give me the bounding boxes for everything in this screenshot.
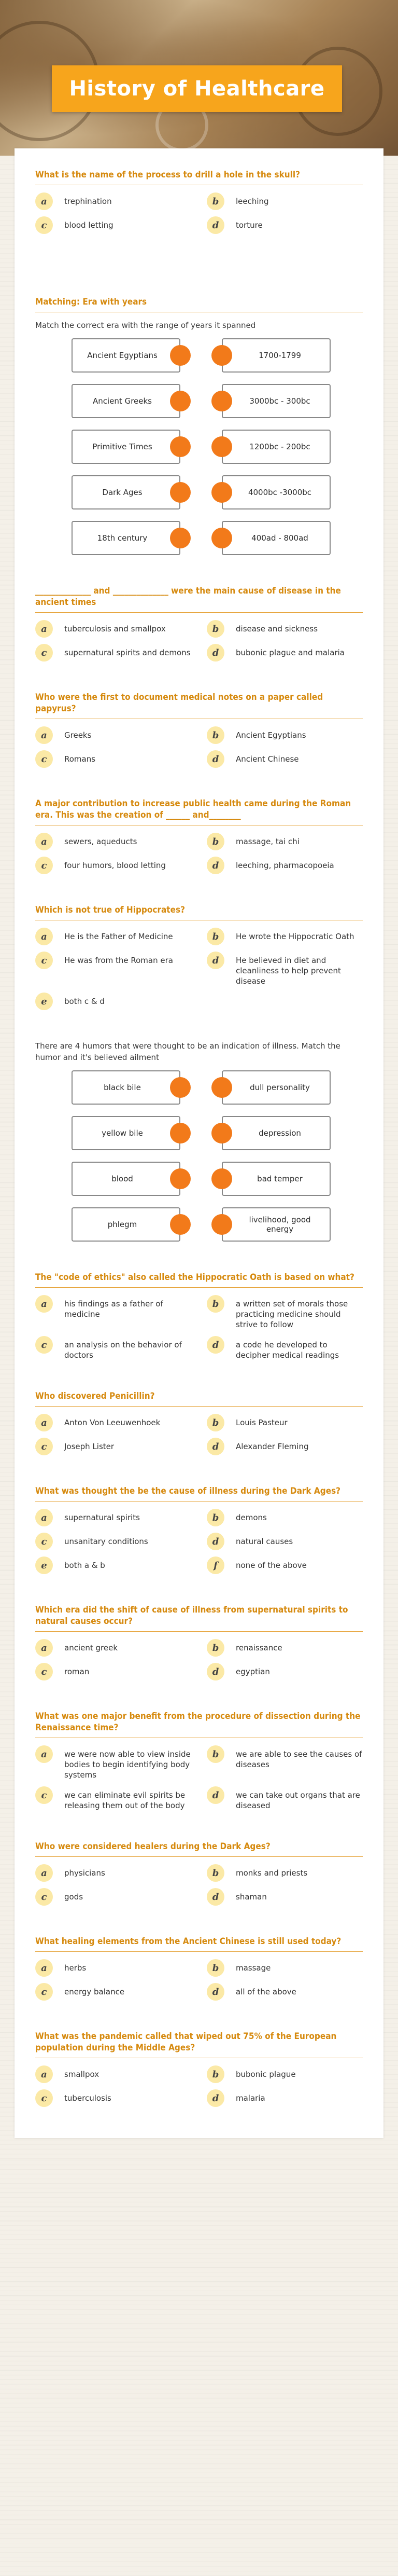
match-row [72, 1207, 363, 1242]
question-text: A major contribution to increase public health came during the Roman era. This was the creation of ______ and________ [35, 798, 363, 825]
option-text: bubonic plague [236, 2070, 296, 2079]
match-left-item[interactable]: blood [72, 1162, 180, 1196]
option-b[interactable] [207, 1414, 363, 1431]
options-grid [35, 192, 363, 234]
match-left-handle[interactable] [170, 345, 191, 366]
options-grid [35, 928, 363, 1010]
match-left-item[interactable]: phlegm [72, 1207, 180, 1242]
option-a[interactable] [35, 1509, 191, 1526]
option-b[interactable] [207, 1509, 363, 1526]
option-d[interactable] [207, 1786, 363, 1811]
page-title: History of Healthcare [69, 77, 325, 101]
option-b[interactable] [207, 928, 363, 945]
option-a[interactable] [35, 1745, 191, 1780]
option-text: Anton Von Leeuwenhoek [64, 1418, 161, 1427]
option-d[interactable] [207, 1983, 363, 2001]
option-text: demons [236, 1513, 267, 1522]
option-letter: c [35, 1983, 53, 2001]
option-text: four humors, blood letting [64, 861, 166, 870]
option-letter: a [35, 1959, 53, 1977]
option-letter: c [35, 1438, 53, 1455]
option-text: monks and priests [236, 1868, 308, 1878]
option-letter: a [35, 192, 53, 210]
question-text: Who were considered healers during the Dark Ages? [35, 1841, 363, 1857]
option-a[interactable] [35, 1864, 191, 1882]
option-letter: e [35, 1556, 53, 1574]
option-c[interactable] [35, 1336, 191, 1360]
option-letter: b [207, 928, 224, 945]
option-text: bubonic plague and malaria [236, 648, 345, 657]
option-text: unsanitary conditions [64, 1537, 148, 1546]
option-text: smallpox [64, 2070, 100, 2079]
option-a[interactable] [35, 833, 191, 850]
match-left-handle[interactable] [170, 482, 191, 503]
option-letter: f [207, 1556, 224, 1574]
options-grid [35, 1959, 363, 2001]
option-text: both a & b [64, 1561, 105, 1570]
option-d[interactable] [207, 2089, 363, 2107]
option-text: a code he developed to decipher medical readings [236, 1340, 339, 1360]
question-8 [15, 1272, 383, 1360]
option-letter: b [207, 2065, 224, 2083]
options-grid [35, 1414, 363, 1455]
option-text: trephination [64, 197, 112, 206]
option-letter: c [35, 2089, 53, 2107]
match-right-item[interactable]: 4000bc -3000bc [222, 475, 331, 509]
option-text: we can eliminate evil spirits be releasing them out of the body [64, 1790, 186, 1810]
option-d[interactable] [207, 1438, 363, 1455]
option-text: Louis Pasteur [236, 1418, 288, 1427]
question-text: Who were the first to document medical notes on a paper called papyrus? [35, 692, 363, 719]
option-letter: a [35, 726, 53, 744]
option-text: none of the above [236, 1561, 307, 1570]
option-text: supernatural spirits and demons [64, 648, 191, 657]
option-b[interactable] [207, 2065, 363, 2083]
option-text: his findings as a father of medicine [64, 1299, 163, 1319]
option-c[interactable] [35, 216, 191, 234]
option-text: Greeks [64, 731, 92, 740]
option-c[interactable] [35, 2089, 191, 2107]
option-d[interactable] [207, 1336, 363, 1360]
option-a[interactable] [35, 1639, 191, 1657]
option-letter: d [207, 1983, 224, 2001]
option-d[interactable] [207, 1663, 363, 1680]
option-letter: d [207, 750, 224, 768]
option-letter: c [35, 750, 53, 768]
hero-banner [0, 0, 398, 156]
match-right-item[interactable]: 3000bc - 300bc [222, 384, 331, 418]
option-text: we are able to see the causes of diseases [236, 1750, 362, 1769]
option-text: Romans [64, 754, 96, 764]
option-letter: e [35, 993, 53, 1010]
question-text: What is the name of the process to drill a hole in the skull? [35, 169, 363, 185]
option-letter: b [207, 1414, 224, 1431]
option-letter: b [207, 1295, 224, 1313]
option-letter: c [35, 1786, 53, 1804]
match-left-handle[interactable] [170, 1214, 191, 1235]
question-1 [15, 169, 383, 234]
option-text: Ancient Egyptians [236, 731, 306, 740]
option-letter: a [35, 1639, 53, 1657]
option-letter: d [207, 952, 224, 969]
option-text: a written set of morals those practicing medicine should strive to follow [236, 1299, 348, 1329]
option-c[interactable] [35, 952, 191, 986]
option-text: herbs [64, 1963, 87, 1973]
option-b[interactable] [207, 1295, 363, 1330]
option-letter: d [207, 644, 224, 662]
option-text: malaria [236, 2093, 265, 2103]
option-letter: c [35, 857, 53, 874]
question-instruction: There are 4 humors that were thought to be an indication of illness. Match the humor and it's believed ailment [35, 1041, 340, 1062]
option-letter: c [35, 644, 53, 662]
match-left-item[interactable]: Dark Ages [72, 475, 180, 509]
option-d[interactable] [207, 1533, 363, 1550]
option-text: massage, tai chi [236, 837, 300, 846]
option-text: shaman [236, 1892, 267, 1902]
option-text: He was from the Roman era [64, 956, 173, 965]
option-letter: b [207, 726, 224, 744]
option-text: He is the Father of Medicine [64, 932, 173, 941]
option-a[interactable] [35, 1414, 191, 1431]
option-letter: b [207, 1639, 224, 1657]
options-grid [35, 620, 363, 662]
option-letter: a [35, 1414, 53, 1431]
match-row [72, 338, 363, 373]
page-bottom-spacer [15, 2123, 383, 2133]
question-11 [15, 1604, 383, 1680]
option-text: both c & d [64, 997, 105, 1006]
match-right-item[interactable]: 1700-1799 [222, 338, 331, 373]
match-row [72, 1116, 363, 1150]
option-letter: a [35, 928, 53, 945]
question-12 [15, 1711, 383, 1811]
option-text: physicians [64, 1868, 105, 1878]
option-c[interactable] [35, 1983, 191, 2001]
question-text: What was the pandemic called that wiped out 75% of the European population during the Middle Ages? [35, 2031, 363, 2058]
option-text: we can take out organs that are diseased [236, 1790, 360, 1810]
question-4 [15, 692, 383, 768]
question-5 [15, 798, 383, 874]
question-text: Which is not true of Hippocrates? [35, 904, 363, 920]
option-letter: d [207, 1786, 224, 1804]
question-text: What healing elements from the Ancient Chinese is still used today? [35, 1936, 363, 1952]
options-grid [35, 1745, 363, 1811]
title-box [52, 65, 342, 112]
question-7 [15, 1040, 383, 1242]
option-text: torture [236, 221, 263, 230]
option-d[interactable] [207, 857, 363, 874]
option-text: an analysis on the behavior of doctors [64, 1340, 182, 1360]
match-left-item[interactable]: 18th century [72, 521, 180, 555]
match-right-item[interactable]: 400ad - 800ad [222, 521, 331, 555]
option-a[interactable] [35, 928, 191, 945]
option-e[interactable] [35, 993, 191, 1010]
options-grid [35, 833, 363, 874]
match-right-handle[interactable] [211, 482, 232, 503]
option-text: massage [236, 1963, 271, 1973]
option-text: roman [64, 1667, 90, 1676]
option-d[interactable] [207, 952, 363, 986]
match-left-handle[interactable] [170, 528, 191, 548]
question-2 [15, 296, 383, 555]
option-e[interactable] [35, 1556, 191, 1574]
option-letter: c [35, 1533, 53, 1550]
option-b[interactable] [207, 833, 363, 850]
match-right-item[interactable]: depression [222, 1116, 331, 1150]
option-a[interactable] [35, 620, 191, 638]
match-left-handle[interactable] [170, 1077, 191, 1098]
option-a[interactable] [35, 192, 191, 210]
matching-area [35, 338, 363, 555]
match-right-handle[interactable] [211, 345, 232, 366]
match-left-item[interactable]: Ancient Greeks [72, 384, 180, 418]
question-text: The "code of ethics" also called the Hippocratic Oath is based on what? [35, 1272, 363, 1288]
option-letter: b [207, 1745, 224, 1763]
option-d[interactable] [207, 644, 363, 662]
option-c[interactable] [35, 1786, 191, 1811]
option-text: natural causes [236, 1537, 293, 1546]
option-text: gods [64, 1892, 83, 1902]
option-text: Joseph Lister [64, 1442, 115, 1451]
option-c[interactable] [35, 1888, 191, 1906]
options-grid [35, 1864, 363, 1906]
match-right-item[interactable]: dull personality [222, 1070, 331, 1105]
question-text: What was thought the be the cause of illness during the Dark Ages? [35, 1485, 363, 1501]
match-row [72, 475, 363, 509]
option-b[interactable] [207, 192, 363, 210]
match-right-handle[interactable] [211, 1077, 232, 1098]
matching-area [35, 1070, 363, 1242]
option-b[interactable] [207, 1745, 363, 1780]
option-text: Ancient Chinese [236, 754, 299, 764]
match-row [72, 1162, 363, 1196]
question-text: Matching: Era with years [35, 296, 363, 312]
question-14 [15, 1936, 383, 2001]
question-9 [15, 1390, 383, 1455]
option-letter: d [207, 216, 224, 234]
option-a[interactable] [35, 1295, 191, 1330]
option-a[interactable] [35, 2065, 191, 2083]
option-text: leeching [236, 197, 269, 206]
option-letter: a [35, 1509, 53, 1526]
option-letter: c [35, 1663, 53, 1680]
match-left-item[interactable]: yellow bile [72, 1116, 180, 1150]
option-letter: d [207, 1663, 224, 1680]
option-text: tuberculosis [64, 2093, 111, 2103]
match-right-item[interactable]: bad temper [222, 1162, 331, 1196]
match-right-item[interactable]: 1200bc - 200bc [222, 430, 331, 464]
options-grid [35, 2065, 363, 2107]
match-left-handle[interactable] [170, 1168, 191, 1189]
option-letter: a [35, 620, 53, 638]
option-letter: d [207, 2089, 224, 2107]
option-text: disease and sickness [236, 624, 318, 633]
option-c[interactable] [35, 1663, 191, 1680]
match-right-item[interactable]: livelihood, good energy [222, 1207, 331, 1242]
option-text: Alexander Fleming [236, 1442, 309, 1451]
option-letter: b [207, 192, 224, 210]
option-c[interactable] [35, 1533, 191, 1550]
option-c[interactable] [35, 644, 191, 662]
match-right-handle[interactable] [211, 436, 232, 457]
option-a[interactable] [35, 1959, 191, 1977]
option-letter: c [35, 952, 53, 969]
match-left-item[interactable]: Primitive Times [72, 430, 180, 464]
option-letter: b [207, 1509, 224, 1526]
option-letter: d [207, 1438, 224, 1455]
option-text: blood letting [64, 221, 113, 230]
option-letter: a [35, 833, 53, 850]
option-text: all of the above [236, 1987, 296, 1996]
option-text: renaissance [236, 1643, 282, 1652]
option-letter: d [207, 1336, 224, 1354]
match-row [72, 384, 363, 418]
match-right-handle[interactable] [211, 391, 232, 411]
options-grid [35, 1639, 363, 1680]
option-b[interactable] [207, 1959, 363, 1977]
option-d[interactable] [207, 750, 363, 768]
option-b[interactable] [207, 726, 363, 744]
match-left-item[interactable]: black bile [72, 1070, 180, 1105]
match-left-handle[interactable] [170, 391, 191, 411]
match-right-handle[interactable] [211, 1168, 232, 1189]
option-text: energy balance [64, 1987, 125, 1996]
match-right-handle[interactable] [211, 528, 232, 548]
option-text: we were now able to view inside bodies to begin identifying body systems [64, 1750, 191, 1780]
option-a[interactable] [35, 726, 191, 744]
option-letter: d [207, 857, 224, 874]
option-c[interactable] [35, 750, 191, 768]
option-text: sewers, aqueducts [64, 837, 137, 846]
match-left-item[interactable]: Ancient Egyptians [72, 338, 180, 373]
question-13 [15, 1841, 383, 1906]
option-letter: a [35, 1295, 53, 1313]
worksheet [15, 148, 383, 2138]
option-d[interactable] [207, 1888, 363, 1906]
option-letter: d [207, 1888, 224, 1906]
options-grid [35, 1509, 363, 1574]
option-letter: a [35, 2065, 53, 2083]
option-text: egyptian [236, 1667, 270, 1676]
option-letter: b [207, 620, 224, 638]
match-right-handle[interactable] [211, 1214, 232, 1235]
question-6 [15, 904, 383, 1010]
question-text: Which era did the shift of cause of illness from supernatural spirits to natural causes occur? [35, 1604, 363, 1632]
option-b[interactable] [207, 1639, 363, 1657]
match-right-handle[interactable] [211, 1123, 232, 1144]
question-10 [15, 1485, 383, 1574]
option-text: supernatural spirits [64, 1513, 140, 1522]
question-3 [15, 585, 383, 662]
option-text: He believed in diet and cleanliness to help prevent disease [236, 956, 341, 986]
option-d[interactable] [207, 216, 363, 234]
option-letter: b [207, 1864, 224, 1882]
option-letter: a [35, 1745, 53, 1763]
option-c[interactable] [35, 1438, 191, 1455]
match-row [72, 430, 363, 464]
match-left-handle[interactable] [170, 1123, 191, 1144]
option-letter: d [207, 1533, 224, 1550]
option-f[interactable] [207, 1556, 363, 1574]
option-letter: b [207, 833, 224, 850]
option-c[interactable] [35, 857, 191, 874]
question-text: ______________ and ______________ were the main cause of disease in the ancient times [35, 585, 363, 613]
match-row [72, 521, 363, 555]
options-grid [35, 726, 363, 768]
options-grid [35, 1295, 363, 1360]
option-text: tuberculosis and smallpox [64, 624, 166, 633]
option-letter: c [35, 1336, 53, 1354]
option-text: ancient greek [64, 1643, 118, 1652]
option-b[interactable] [207, 620, 363, 638]
match-row [72, 1070, 363, 1105]
option-letter: b [207, 1959, 224, 1977]
question-text: Who discovered Penicillin? [35, 1390, 363, 1407]
option-b[interactable] [207, 1864, 363, 1882]
option-text: He wrote the Hippocratic Oath [236, 932, 354, 941]
option-letter: a [35, 1864, 53, 1882]
option-text: leeching, pharmacopoeia [236, 861, 334, 870]
question-text: What was one major benefit from the procedure of dissection during the Renaissance time? [35, 1711, 363, 1738]
option-letter: c [35, 1888, 53, 1906]
question-15 [15, 2031, 383, 2107]
option-letter: c [35, 216, 53, 234]
match-left-handle[interactable] [170, 436, 191, 457]
question-instruction: Match the correct era with the range of years it spanned [35, 321, 256, 330]
